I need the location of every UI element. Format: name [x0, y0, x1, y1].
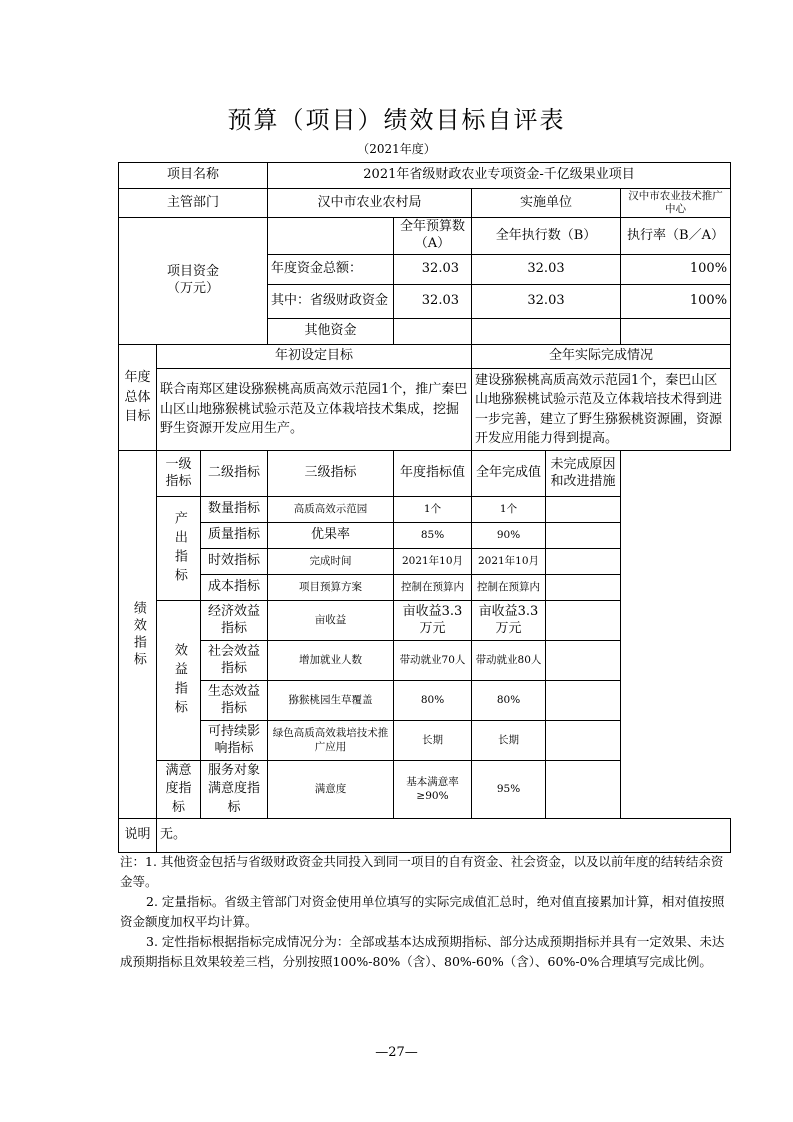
indicator-level3: 绿色高质高效栽培技术推广应用	[268, 721, 394, 761]
indicator-level2: 时效指标	[201, 549, 268, 575]
funds-label-line1: 项目资金	[166, 264, 219, 280]
funds-row-budget: 32.03	[394, 255, 472, 285]
indicator-actual: 90%	[472, 523, 546, 549]
indicator-reason	[546, 601, 621, 641]
indicator-level2: 数量指标	[201, 497, 268, 523]
funds-col-rate: 执行率（B／A）	[621, 218, 731, 255]
page-title: 预算（项目）绩效目标自评表	[227, 106, 566, 134]
funds-row-label: 年度资金总额：	[268, 255, 394, 285]
indicator-level2: 可持续影响指标	[201, 721, 268, 761]
report-year: （2021年度）	[357, 142, 436, 156]
indicator-row	[119, 549, 731, 575]
indicator-level2: 成本指标	[201, 575, 268, 601]
indicators-label: 绩效指标	[119, 451, 157, 819]
header-level3: 三级指标	[268, 451, 394, 497]
indicator-target: 亩收益3.3万元	[394, 601, 472, 641]
indicator-row	[119, 641, 731, 681]
indicator-target: 2021年10月	[394, 549, 472, 575]
dept-label: 主管部门	[119, 189, 268, 218]
indicator-level2: 质量指标	[201, 523, 268, 549]
indicator-actual: 2021年10月	[472, 549, 546, 575]
header-level2: 二级指标	[201, 451, 268, 497]
funds-label-line2: （万元）	[166, 281, 219, 297]
indicator-target: 85%	[394, 523, 472, 549]
indicators-header-row	[119, 451, 731, 497]
indicator-actual: 80%	[472, 681, 546, 721]
funds-row-rate: 100%	[621, 285, 731, 319]
indicator-row	[119, 575, 731, 601]
project-name-label: 项目名称	[119, 163, 268, 189]
goals-actual-text: 建设猕猴桃高质高效示范园1个，秦巴山区山地猕猴桃试验示范及立体栽培技术得到进一步完善，建立了野生猕猴桃资源圃，资源开发应用能力得到提高。	[472, 369, 731, 451]
footnote-2: 2. 定量指标。省级主管部门对资金使用单位填写的实际完成值汇总时，绝对值直接累加计算，相对值按照资金额度加权平均计算。	[120, 894, 725, 929]
evaluation-table	[118, 162, 731, 853]
funds-header-row	[119, 218, 731, 255]
indicator-reason	[546, 681, 621, 721]
funds-label	[119, 218, 268, 345]
indicator-target: 1个	[394, 497, 472, 523]
indicator-actual: 95%	[472, 761, 546, 819]
header-target: 年度指标值	[394, 451, 472, 497]
group-output-label: 产出指标	[157, 497, 201, 601]
goals-initial-text: 联合南郑区建设猕猴桃高质高效示范园1个，推广秦巴山区山地猕猴桃试验示范及立体栽培技术集成，挖掘野生资源开发应用生产。	[157, 369, 472, 451]
header-actual: 全年完成值	[472, 451, 546, 497]
project-name-row	[119, 163, 731, 189]
indicator-level2: 生态效益指标	[201, 681, 268, 721]
remark-value: 无。	[157, 819, 731, 853]
indicator-reason	[546, 575, 621, 601]
footnote-1: 注：1. 其他资金包括与省级财政资金共同投入到同一项目的自有资金、社会资金，以及以前年度的结转结余资金等。	[120, 854, 724, 889]
header-reason: 未完成原因和改进措施	[546, 451, 621, 497]
indicator-level3: 满意度	[268, 761, 394, 819]
project-name-value: 2021年省级财政农业专项资金-千亿级果业项目	[268, 163, 731, 189]
indicator-level3: 优果率	[268, 523, 394, 549]
remark-row	[119, 819, 731, 853]
unit-value: 汉中市农业技术推广中心	[621, 189, 731, 218]
indicator-actual: 1个	[472, 497, 546, 523]
group-benefit-label: 效益指标	[157, 601, 201, 761]
indicator-row	[119, 721, 731, 761]
indicator-level3: 猕猴桃园生草覆盖	[268, 681, 394, 721]
indicator-level2: 服务对象满意度指标	[201, 761, 268, 819]
funds-row-rate: 100%	[621, 255, 731, 285]
indicator-target: 80%	[394, 681, 472, 721]
indicator-target: 控制在预算内	[394, 575, 472, 601]
header-level1: 一级指标	[157, 451, 201, 497]
goals-col-initial: 年初设定目标	[157, 345, 472, 369]
indicator-actual: 控制在预算内	[472, 575, 546, 601]
footnote-3: 3. 定性指标根据指标完成情况分为：全部或基本达成预期指标、部分达成预期指标并具有一定效果、未达成预期指标且效果较差三档，分别按照100%-80%（含）、80%-60%（含）、60%-0%合理填写完成比例。	[120, 934, 725, 969]
indicator-level3: 高质高效示范园	[268, 497, 394, 523]
indicator-row	[119, 523, 731, 549]
indicator-level2: 社会效益指标	[201, 641, 268, 681]
goals-content-row	[119, 369, 731, 451]
indicator-reason	[546, 523, 621, 549]
funds-header-blank	[268, 218, 394, 255]
indicator-row	[119, 601, 731, 641]
funds-row-budget	[394, 319, 472, 345]
indicator-reason	[546, 641, 621, 681]
indicator-level3: 项目预算方案	[268, 575, 394, 601]
indicator-reason	[546, 721, 621, 761]
goals-header-row	[119, 345, 731, 369]
footnotes	[120, 852, 732, 972]
funds-row-label: 其中：省级财政资金	[268, 285, 394, 319]
goals-col-actual: 全年实际完成情况	[472, 345, 731, 369]
indicator-reason	[546, 497, 621, 523]
indicator-row	[119, 497, 731, 523]
funds-row-budget: 32.03	[394, 285, 472, 319]
remark-label: 说明	[119, 819, 157, 853]
indicator-target: 带动就业70人	[394, 641, 472, 681]
indicator-target: 基本满意率≥90%	[394, 761, 472, 819]
funds-row-label: 其他资金	[268, 319, 394, 345]
indicator-level3: 完成时间	[268, 549, 394, 575]
funds-row-exec	[472, 319, 621, 345]
goals-label: 年度总体目标	[119, 345, 157, 451]
page-number: —27—	[375, 1045, 418, 1060]
indicator-row	[119, 681, 731, 721]
indicator-actual: 带动就业80人	[472, 641, 546, 681]
dept-value: 汉中市农业农村局	[268, 189, 472, 218]
indicator-level2: 经济效益指标	[201, 601, 268, 641]
unit-label: 实施单位	[472, 189, 621, 218]
funds-row-exec: 32.03	[472, 285, 621, 319]
funds-row-exec: 32.03	[472, 255, 621, 285]
evaluation-table-wrapper	[118, 162, 730, 844]
indicator-actual: 长期	[472, 721, 546, 761]
funds-col-exec: 全年执行数（B）	[472, 218, 621, 255]
indicator-row	[119, 761, 731, 819]
dept-row	[119, 189, 731, 218]
indicator-reason	[546, 549, 621, 575]
funds-row-rate	[621, 319, 731, 345]
funds-col-budget: 全年预算数（A）	[394, 218, 472, 255]
indicator-level3: 增加就业人数	[268, 641, 394, 681]
indicator-target: 长期	[394, 721, 472, 761]
group-satisfaction-label: 满意度指标	[157, 761, 201, 819]
indicator-actual: 亩收益3.3万元	[472, 601, 546, 641]
indicator-reason	[546, 761, 621, 819]
indicator-level3: 亩收益	[268, 601, 394, 641]
